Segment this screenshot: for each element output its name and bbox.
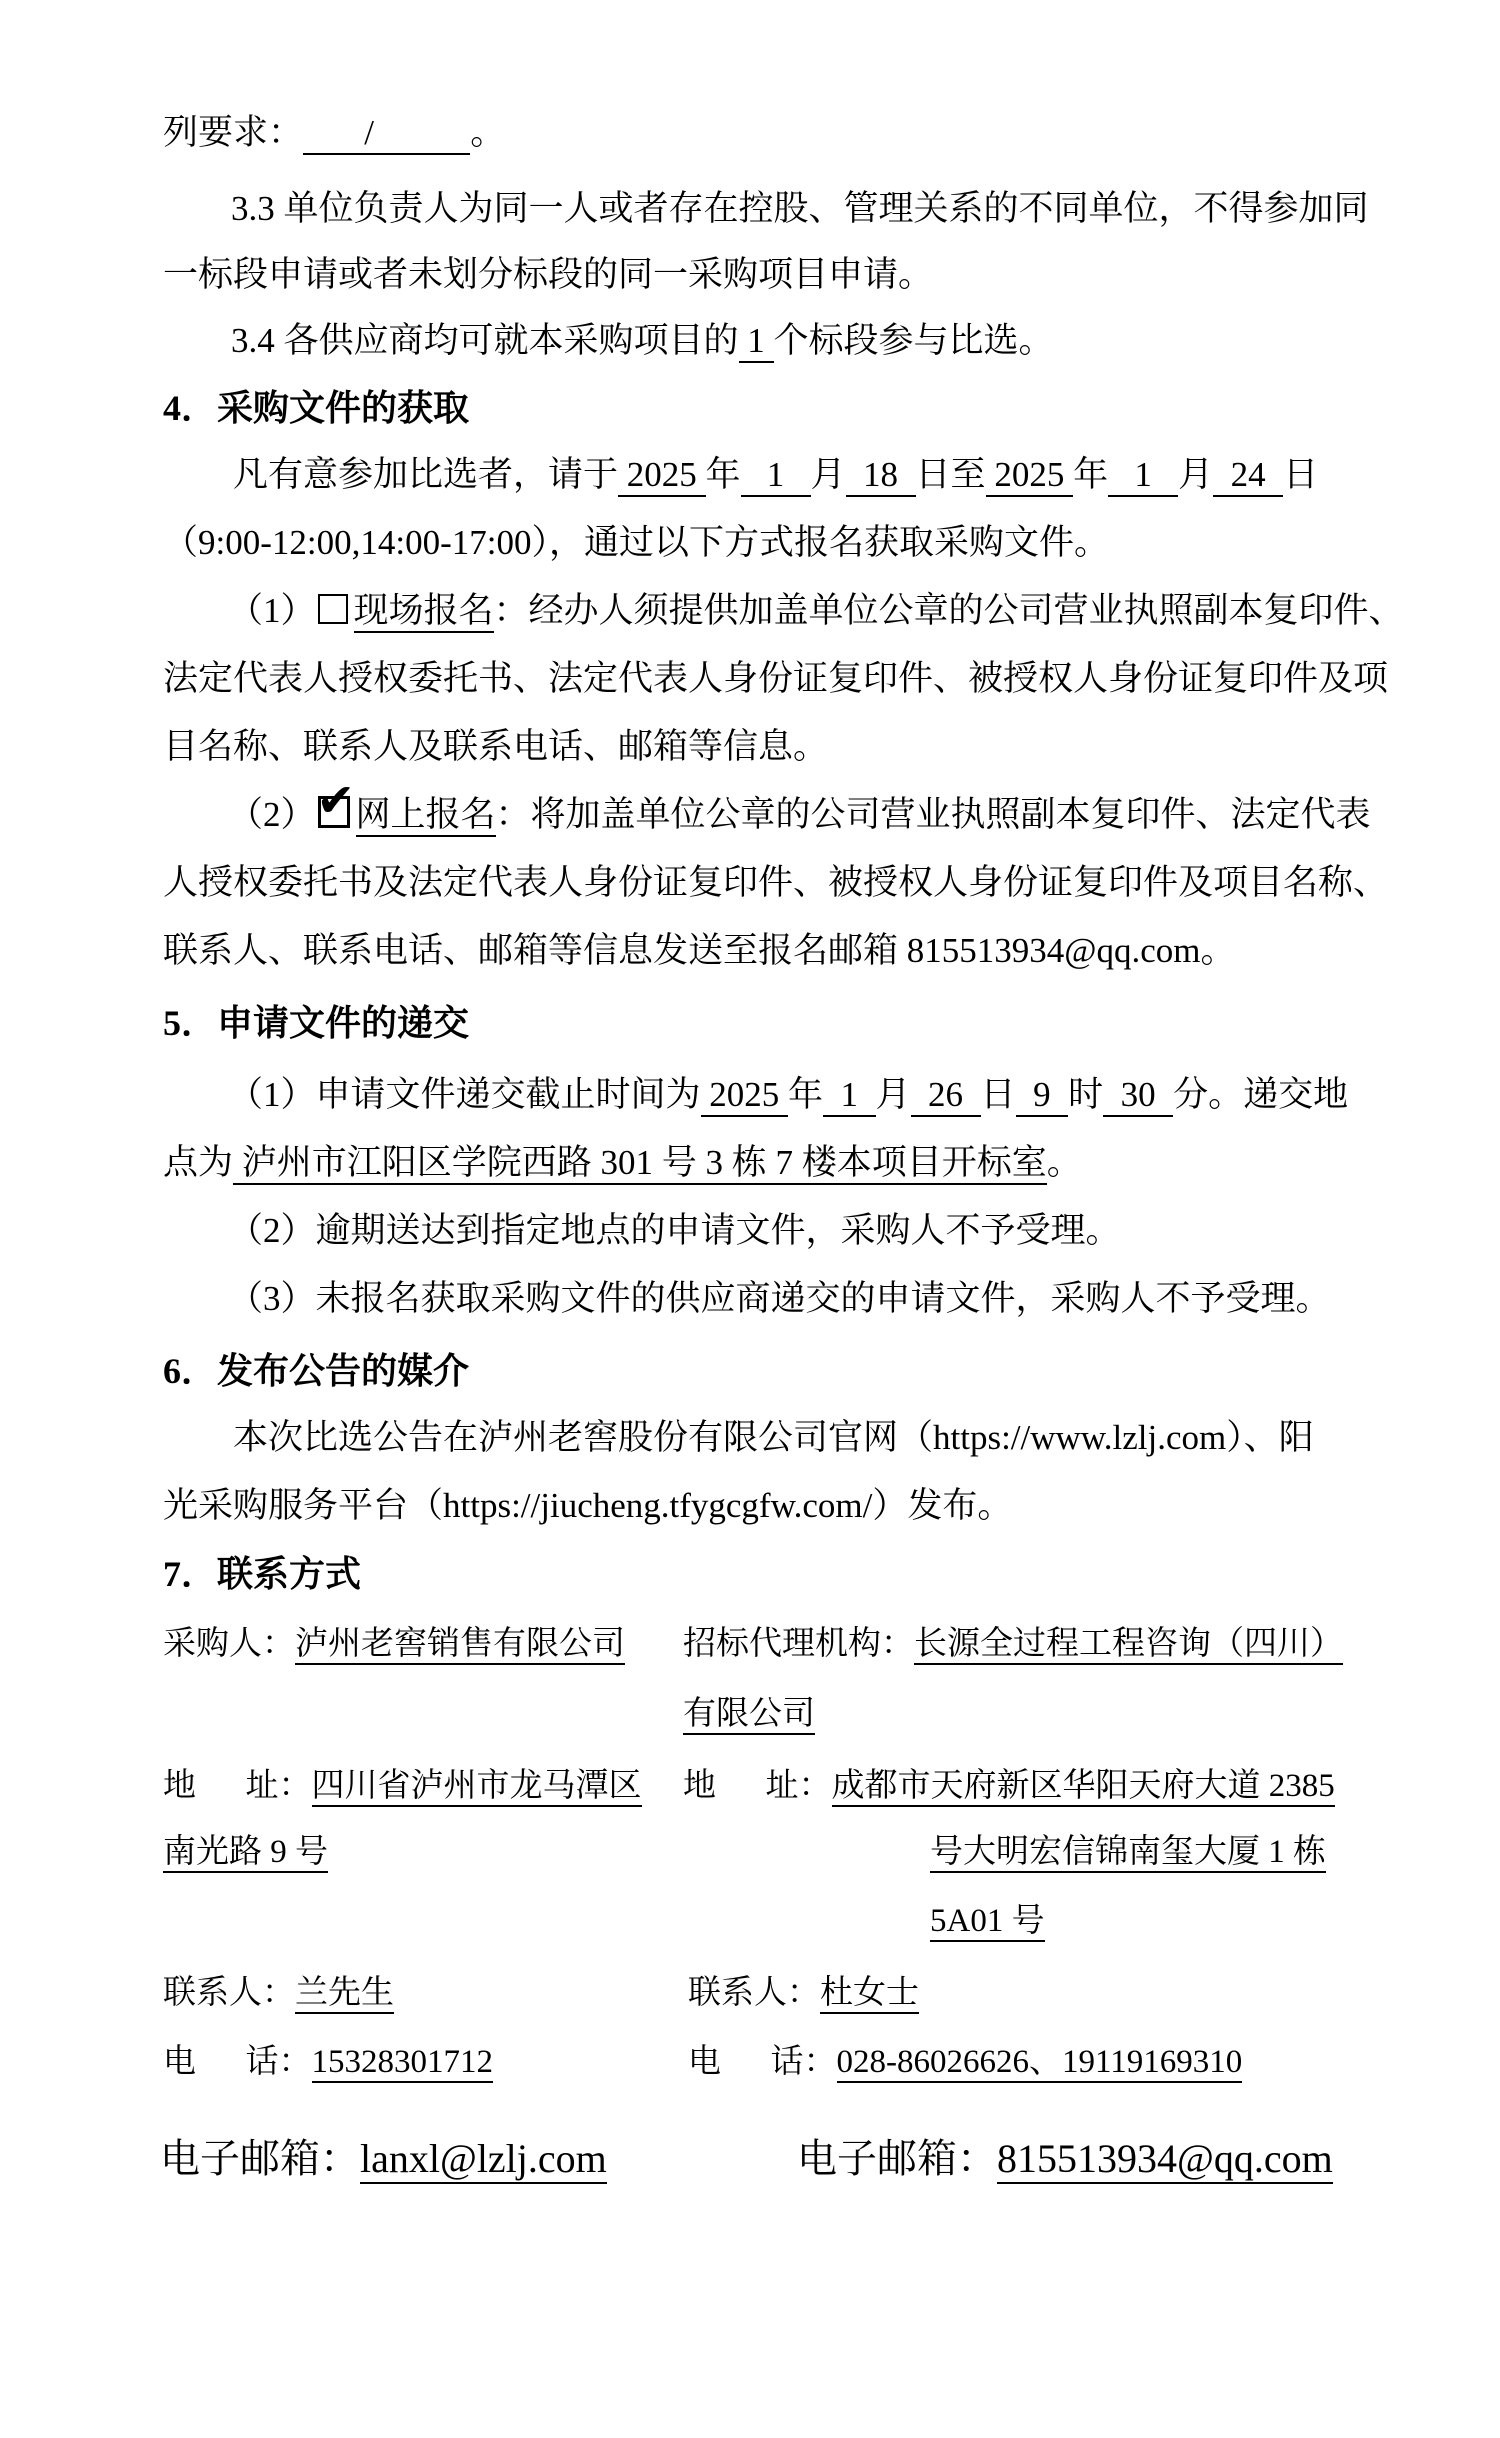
text-run: （3）未报名获取采购文件的供应商递交的申请文件，采购人不予受理。 [228,1279,1331,1318]
purchaser-name-row [163,1623,625,1666]
onsite-registration-line-1 [228,588,1404,634]
filled-blank-value: 30 [1103,1075,1173,1117]
text-run [716,1768,766,1804]
clause-3-3-line-1 [231,186,1369,232]
text-run: （2）逾期送达到指定地点的申请文件，采购人不予受理。 [228,1211,1121,1250]
section-5-heading [163,1000,469,1047]
purchase-doc-period-line-2 [163,520,1109,566]
agency-contact-row [688,1972,919,2015]
text-run [196,1768,246,1804]
purchaser-email-row [160,2133,607,2185]
text-run: 点为 [163,1143,234,1182]
unregistered-submission-line [228,1276,1331,1322]
text-run [196,2044,246,2080]
text-run: 凡有意参加比选者，请于 [233,455,619,494]
filled-blank-value: 网上报名 [356,795,496,837]
filled-blank-value: 1 [823,1075,876,1117]
filled-blank-value: 18 [846,455,916,497]
text-run: 日至 [915,455,986,494]
agency-address-row-3 [930,1900,1045,1943]
text-run: 招标代理机构： [683,1626,914,1662]
text-run: 7．联系方式 [163,1554,362,1594]
section-7-heading [163,1551,361,1598]
text-run: 日 [980,1075,1016,1114]
online-registration-line-2 [163,860,1388,906]
text-run: 电子邮箱： [160,2136,360,2181]
clause-3-3-line-2 [163,252,933,298]
filled-blank-value: 5A01 号 [930,1903,1045,1942]
text-run: 话： [770,2044,837,2080]
purchaser-address-row [163,1765,642,1808]
text-run: 5．申请文件的递交 [163,1003,470,1043]
text-run: 时 [1068,1075,1104,1114]
online-registration-line-3 [163,928,1236,974]
announcement-media-line-2 [163,1483,1012,1529]
text-run: 地 [163,1768,196,1804]
filled-blank-value: 24 [1213,455,1283,497]
text-run: 年 [1073,455,1109,494]
filled-blank-value: 26 [911,1075,981,1117]
text-run: 月 [810,455,846,494]
text-run: ：经办人须提供加盖单位公章的公司营业执照副本复印件、 [493,591,1404,630]
text-run: （1）申请文件递交截止时间为 [228,1075,701,1114]
text-run: 。 [470,113,506,152]
filled-blank-value: 15328301712 [312,2044,494,2083]
checkbox-unchecked-icon[interactable] [318,594,348,624]
filled-blank-value: 四川省泸州市龙马潭区 [312,1768,642,1807]
filled-blank-value: 1 [739,321,774,363]
text-run: 3.3 单位负责人为同一人或者存在控股、管理关系的不同单位，不得参加同 [231,189,1369,228]
text-run: 人授权委托书及法定代表人身份证复印件、被授权人身份证复印件及项目名称、 [163,863,1389,902]
purchaser-contact-row [163,1972,394,2015]
text-run: 联系人、联系电话、邮箱等信息发送至报名邮箱 815513934@qq.com。 [163,931,1236,970]
text-run: 目名称、联系人及联系电话、邮箱等信息。 [163,727,829,766]
text-run: 电 [688,2044,721,2080]
text-run: 3.4 各供应商均可就本采购项目的 [231,321,739,360]
agency-phone-row [688,2041,1242,2084]
text-run: 话： [245,2044,312,2080]
filled-blank-value: 2025 [618,455,706,497]
text-run: （2） [228,795,316,834]
section-4-heading [163,385,469,432]
onsite-registration-line-2 [163,656,1388,702]
text-run: 本次比选公告在泸州老窖股份有限公司官网（https://www.lzlj.com）、阳 [233,1418,1314,1457]
text-run: 列要求： [163,113,304,152]
text-run: 地 [683,1768,716,1804]
text-run: 址： [765,1768,832,1804]
filled-blank-value: 号大明宏信锦南玺大厦 1 栋 [930,1834,1326,1873]
filled-blank-value: 2025 [986,455,1074,497]
submission-deadline-line-1 [228,1072,1348,1118]
filled-blank-value: 有限公司 [683,1696,815,1735]
onsite-registration-line-3 [163,724,828,770]
purchaser-phone-row [163,2041,493,2084]
filled-blank-value [303,113,364,155]
purchase-doc-period-line-1 [233,452,1318,498]
filled-blank-value: 长源全过程工程咨询（四川） [914,1626,1343,1665]
text-run: 年 [788,1075,824,1114]
text-run: 联系人： [163,1975,295,2011]
text-run: 月 [875,1075,911,1114]
text-run: 联系人： [688,1975,820,2011]
agency-name-row-2 [683,1693,815,1736]
section-6-heading [163,1348,469,1395]
text-run [721,2044,771,2080]
filled-blank-value: 南光路 9 号 [163,1834,328,1873]
text-run: （9:00-12:00,14:00-17:00），通过以下方式报名获取采购文件。 [163,523,1109,562]
text-run: 日 [1283,455,1319,494]
filled-blank-value: / [364,113,374,155]
filled-blank-value: 兰先生 [295,1975,394,2014]
text-run: 一标段申请或者未划分标段的同一采购项目申请。 [163,255,934,294]
text-run: 4．采购文件的获取 [163,388,470,428]
text-run: 年 [705,455,741,494]
filled-blank-value: 1 [1108,455,1178,497]
filled-blank-value [374,113,470,155]
check-mark-icon: ✔ [316,773,356,827]
announcement-media-line-1 [233,1415,1314,1461]
text-run: 电子邮箱： [797,2136,997,2181]
filled-blank-value: 1 [741,455,811,497]
text-run: 6．发布公告的媒介 [163,1351,470,1391]
agency-address-row-2 [930,1831,1326,1874]
filled-blank-value: 泸州老窖销售有限公司 [295,1626,625,1665]
agency-email-row [797,2133,1333,2185]
text-run: （1） [228,591,316,630]
filled-blank-value: 028-86026626、19119169310 [837,2044,1243,2083]
text-run: 个标段参与比选。 [773,321,1054,360]
text-run: 分。递交地 [1173,1075,1349,1114]
checkbox-checked-icon[interactable] [316,773,356,828]
online-registration-line-1 [228,773,1371,838]
text-run: 法定代表人授权委托书、法定代表人身份证复印件、被授权人身份证复印件及项 [163,659,1389,698]
text-run: 光采购服务平台（https://jiucheng.tfygcgfw.com/）发布。 [163,1486,1013,1525]
filled-blank-value: 杜女士 [820,1975,919,2014]
agency-address-row [683,1765,1335,1808]
text-run: 月 [1178,455,1214,494]
purchaser-address-row-2 [163,1831,328,1874]
filled-blank-value: lanxl@lzlj.com [360,2136,607,2184]
filled-blank-value: 2025 [701,1075,789,1117]
agency-name-row [683,1623,1343,1666]
filled-blank-value: 9 [1016,1075,1069,1117]
text-run: 采购人： [163,1626,295,1662]
text-run: 。 [1046,1143,1082,1182]
blank-requirement-line [163,110,505,156]
late-submission-line [228,1208,1121,1254]
clause-3-4-line [231,318,1054,364]
filled-blank-value: 成都市天府新区华阳天府大道 2385 [832,1768,1335,1807]
filled-blank-value: 泸州市江阳区学院西路 301 号 3 栋 7 楼本项目开标室 [233,1143,1047,1185]
text-run: 电 [163,2044,196,2080]
filled-blank-value: 现场报名 [354,591,494,633]
filled-blank-value: 815513934@qq.com [997,2136,1333,2184]
text-run: 址： [245,1768,312,1804]
submission-location-line [163,1140,1082,1186]
text-run: ：将加盖单位公章的公司营业执照副本复印件、法定代表 [495,795,1371,834]
